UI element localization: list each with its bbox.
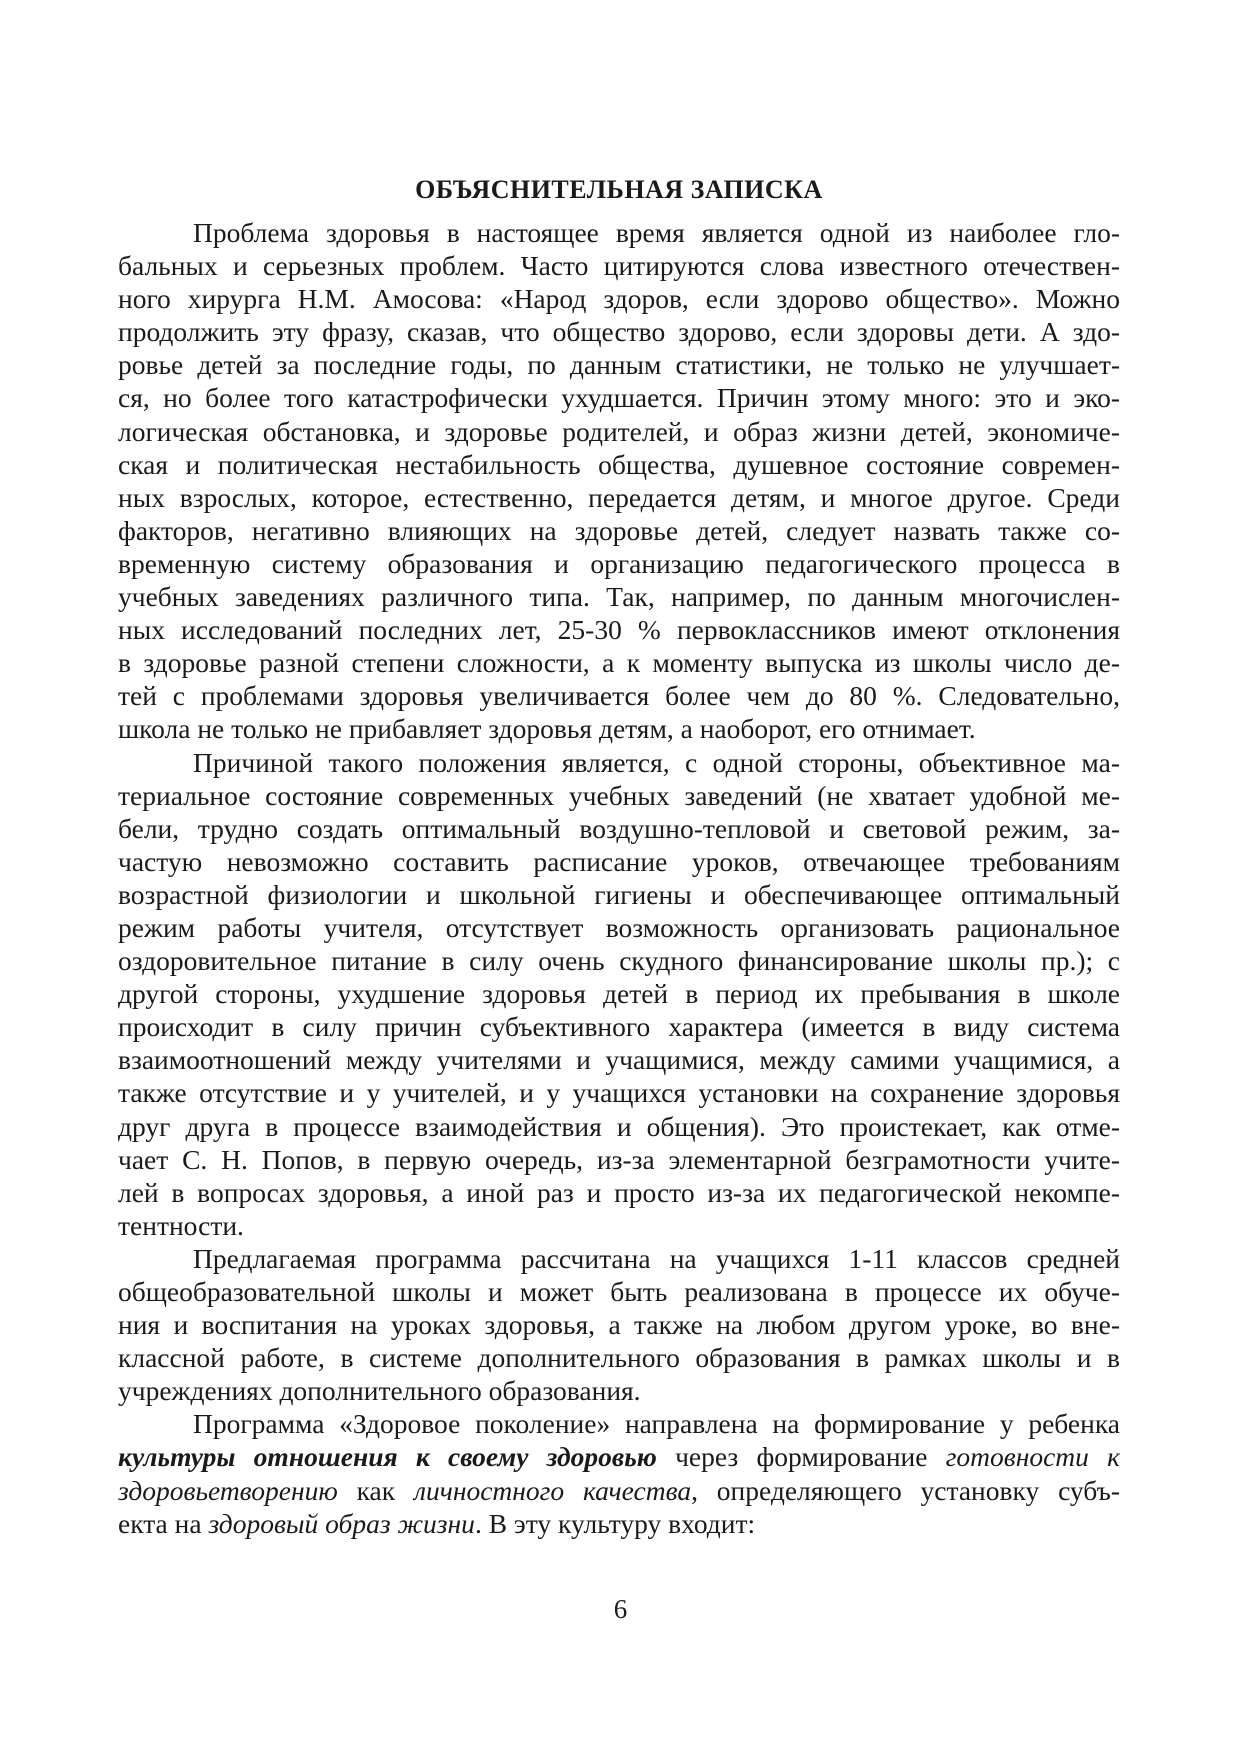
text-line: также отсутствие и у учителей, и у учащихся установки на сохранение здоровья	[118, 1077, 1120, 1109]
text-run: , определяющего установку субъ-	[691, 1474, 1120, 1506]
text-line: ных взрослых, которое, естественно, передается детям, и многое другое. Среди	[118, 481, 1120, 513]
emphasis-italic: здоровый образ жизни	[208, 1507, 475, 1539]
paragraph-2	[118, 746, 1120, 1242]
text-line: бели, трудно создать оптимальный воздушно-тепловой и световой режим, за-	[118, 812, 1120, 844]
text-run: как	[337, 1474, 414, 1506]
text-line: друг друга в процессе взаимодействия и общения). Это проистекает, как отме-	[118, 1110, 1120, 1142]
paragraph-4	[118, 1407, 1120, 1539]
text-line	[118, 1507, 1120, 1540]
text-line: общеобразовательной школы и может быть реализована в процессе их обуче-	[118, 1276, 1120, 1307]
text-line: бальных и серьезных проблем. Часто цитируются слова известного отечествен-	[118, 250, 1120, 282]
text-line: Причиной такого положения является, с одной стороны, объективное ма-	[193, 746, 1120, 778]
text-line: ская и политическая нестабильность общества, душевное состояние современ-	[118, 448, 1120, 480]
text-line: возрастной физиологии и школьной гигиены и обеспечивающее оптимальный	[118, 878, 1120, 910]
text-line: лей в вопросах здоровья, а иной раз и просто из-за их педагогической некомпе-	[118, 1176, 1120, 1208]
text-line	[118, 1474, 1120, 1507]
emphasis-italic: личностного качества	[413, 1474, 692, 1506]
text-line: оздоровительное питание в силу очень скудного финансирование школы пр.); с	[118, 945, 1120, 977]
text-line: в здоровье разной степени сложности, а к моменту выпуска из школы число де-	[118, 647, 1120, 679]
text-line: ся, но более того катастрофически ухудшается. Причин этому много: это и эко-	[118, 382, 1120, 414]
text-line: происходит в силу причин субъективного характера (имеется в виду система	[118, 1011, 1120, 1043]
text-line: тей с проблемами здоровья увеличивается более чем до 80 %. Следовательно,	[118, 680, 1120, 712]
text-line: Программа «Здоровое поколение» направлена на формирование у ребенка	[193, 1408, 1120, 1440]
text-line: частую невозможно составить расписание уроков, отвечающее требованиям	[118, 845, 1120, 877]
document-body	[118, 216, 1120, 1540]
text-line: школа не только не прибавляет здоровья детям, а наоборот, его отнимает.	[118, 713, 976, 745]
text-line: ного хирурга Н.М. Амосова: «Народ здоров, если здорово общество». Можно	[118, 283, 1120, 315]
paragraph-1	[118, 216, 1120, 746]
text-line: логическая обстановка, и здоровье родителей, и образ жизни детей, экономиче-	[118, 415, 1120, 447]
text-line: учебных заведениях различного типа. Так, например, по данным многочислен-	[118, 581, 1120, 613]
text-line: ных исследований последних лет, 25-30 % первоклассников имеют отклонения	[118, 614, 1120, 646]
emphasis-italic: здоровьетворению	[118, 1474, 338, 1506]
text-line: классной работе, в системе дополнительного образования в рамках школы и в	[118, 1342, 1120, 1374]
text-line: факторов, негативно влияющих на здоровье детей, следует назвать также со-	[118, 514, 1120, 546]
page-number: 6	[613, 1594, 628, 1624]
text-line: ния и воспитания на уроках здоровья, а также на любом другом уроке, во вне-	[118, 1309, 1120, 1341]
text-run: . В эту культуру входит:	[474, 1507, 756, 1539]
text-line: Проблема здоровья в настоящее время является одной из наиболее гло-	[193, 217, 1120, 248]
text-line: тентности.	[118, 1209, 244, 1241]
text-line: другой стороны, ухудшение здоровья детей в период их пребывания в школе	[118, 978, 1120, 1010]
emphasis-bold-italic: культуры отношения к своему здоровью	[118, 1441, 657, 1473]
text-run: через формирование	[656, 1441, 946, 1473]
text-line: чает С. Н. Попов, в первую очередь, из-за элементарной безграмотности учите-	[118, 1143, 1120, 1175]
text-line: взаимоотношений между учителями и учащимися, между самими учащимися, а	[118, 1044, 1120, 1076]
text-line	[118, 1440, 1120, 1473]
paragraph-3	[118, 1242, 1120, 1407]
document-title: ОБЪЯСНИТЕЛЬНАЯ ЗАПИСКА	[415, 175, 823, 204]
text-line: режим работы учителя, отсутствует возможность организовать рациональное	[118, 911, 1120, 943]
text-line: териальное состояние современных учебных заведений (не хватает удобной ме-	[118, 779, 1120, 811]
text-line: учреждениях дополнительного образования.	[118, 1375, 641, 1407]
text-line: Предлагаемая программа рассчитана на учащихся 1-11 классов средней	[193, 1242, 1120, 1274]
text-line: продолжить эту фразу, сказав, что общество здорово, если здоровы дети. А здо-	[118, 316, 1120, 348]
text-run: екта на	[118, 1507, 209, 1539]
emphasis-italic: готовности к	[945, 1441, 1120, 1473]
text-line: ровье детей за последние годы, по данным статистики, не только не улучшает-	[118, 349, 1120, 381]
text-line: временную систему образования и организацию педагогического процесса в	[118, 547, 1120, 579]
